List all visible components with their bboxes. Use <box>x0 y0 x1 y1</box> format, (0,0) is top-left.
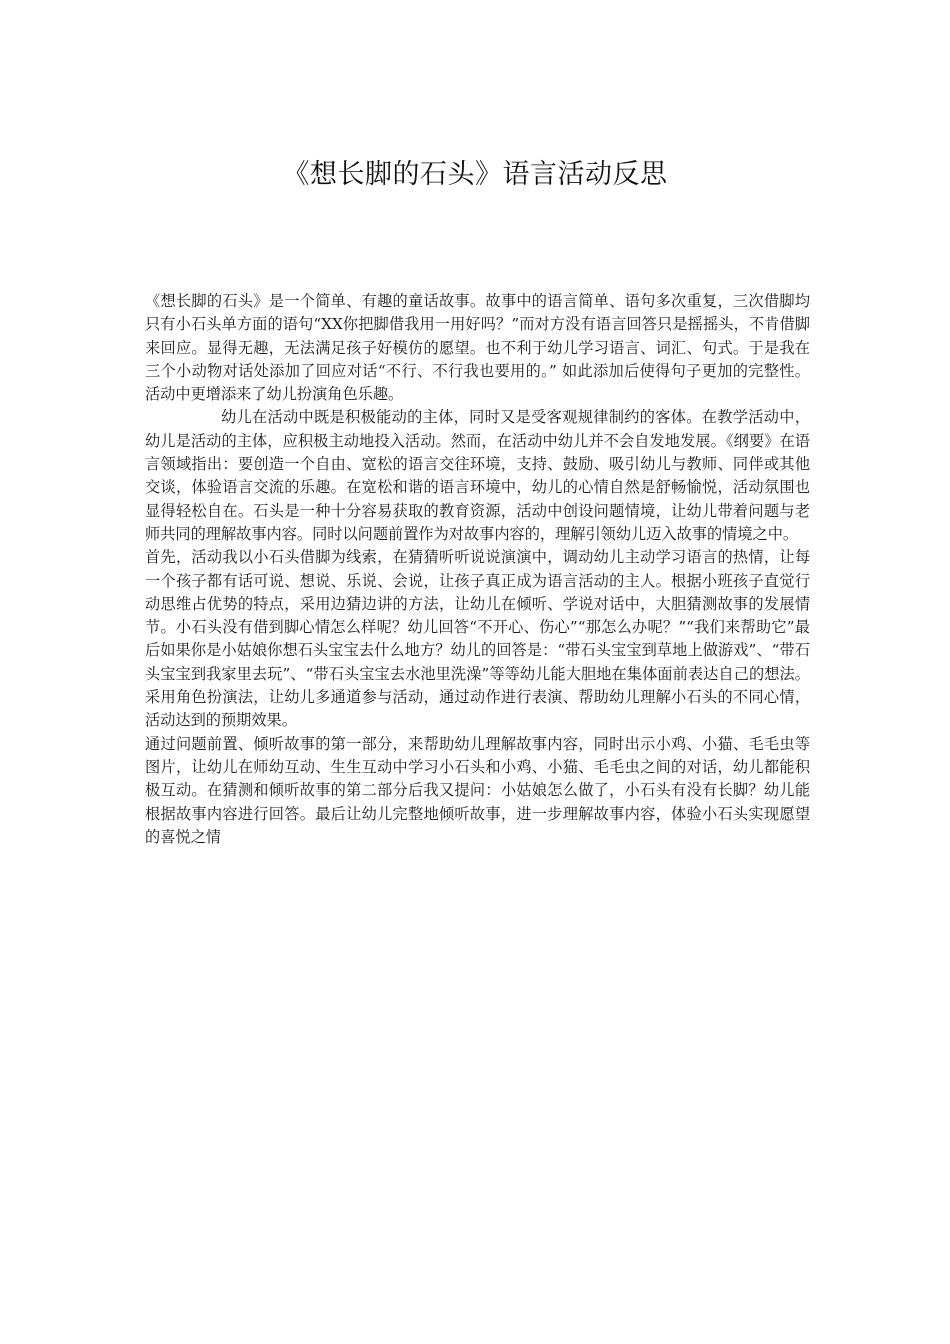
paragraph-subject: 幼儿在活动中既是积极能动的主体，同时又是受客观规律制约的客体。在教学活动中，幼儿是活动的主体，应积极主动地投入活动。然而，在活动中幼儿并不会自发地发展。《纲要》在语言领域指出：要创造一个自由、宽松的语言交往环境，支持、鼓励、吸引幼儿与教师、同伴或其他交谈，体验语言交流的乐趣。在宽松和谐的语言环境中，幼儿的心情自然是舒畅愉悦，活动氛围也显得轻松自在。石头是一种十分容易获取的教育资源，活动中创设问题情境，让幼儿带着问题与老师共同的理解故事内容。同时以问题前置作为对故事内容的，理解引领幼儿迈入故事的情境之中。 <box>145 408 810 543</box>
document-title: 《想长脚的石头》语言活动反思 <box>282 159 668 190</box>
paragraph-first: 首先，活动我以小石头借脚为线索，在猜猜听听说说演演中，调动幼儿主动学习语言的热情，让每一个孩子都有话可说、想说、乐说、会说，让孩子真正成为语言活动的主人。根据小班孩子直觉行动思维占优势的特点，采用边猜边讲的方法，让幼儿在倾听、学说对话中，大胆猜测故事的发展情节。小石头没有借到脚心情怎么样呢？幼儿回答“不开心、伤心”“那怎么办呢？”“我们来帮助它”最后如果你是小姑娘你想石头宝宝去什么地方？幼儿的回答是：“带石头宝宝到草地上做游戏”、“带石头宝宝到我家里去玩”、“带石头宝宝去水池里洗澡”等等幼儿能大胆地在集体面前表达自己的想法。采用角色扮演法，让幼儿多通道参与活动，通过动作进行表演、帮助幼儿理解小石头的不同心情，活动达到的预期效果。 <box>145 548 810 730</box>
paragraph-questions: 通过问题前置、倾听故事的第一部分，来帮助幼儿理解故事内容，同时出示小鸡、小猫、毛毛虫等图片，让幼儿在师幼互动、生生互动中学习小石头和小鸡、小猫、毛毛虫之间的对话，幼儿都能积极互动。在猜测和倾听故事的第二部分后我又提问：小姑娘怎么做了，小石头有没有长脚？幼儿能根据故事内容进行回答。最后让幼儿完整地倾听故事，进一步理解故事内容，体验小石头实现愿望的喜悦之情 <box>145 734 810 846</box>
document-body <box>145 290 810 849</box>
paragraph-intro: 《想长脚的石头》是一个简单、有趣的童话故事。故事中的语言简单、语句多次重复，三次借脚均只有小石头单方面的语句“XX你把脚借我用一用好吗？”而对方没有语言回答只是摇摇头，不肯借脚来回应。显得无趣，无法满足孩子好模仿的愿望。也不利于幼儿学习语言、词汇、句式。于是我在三个小动物对话处添加了回应对话“不行、不行我也要用的。” 如此添加后使得句子更加的完整性。活动中更增添来了幼儿扮演角色乐趣。 <box>145 292 810 404</box>
